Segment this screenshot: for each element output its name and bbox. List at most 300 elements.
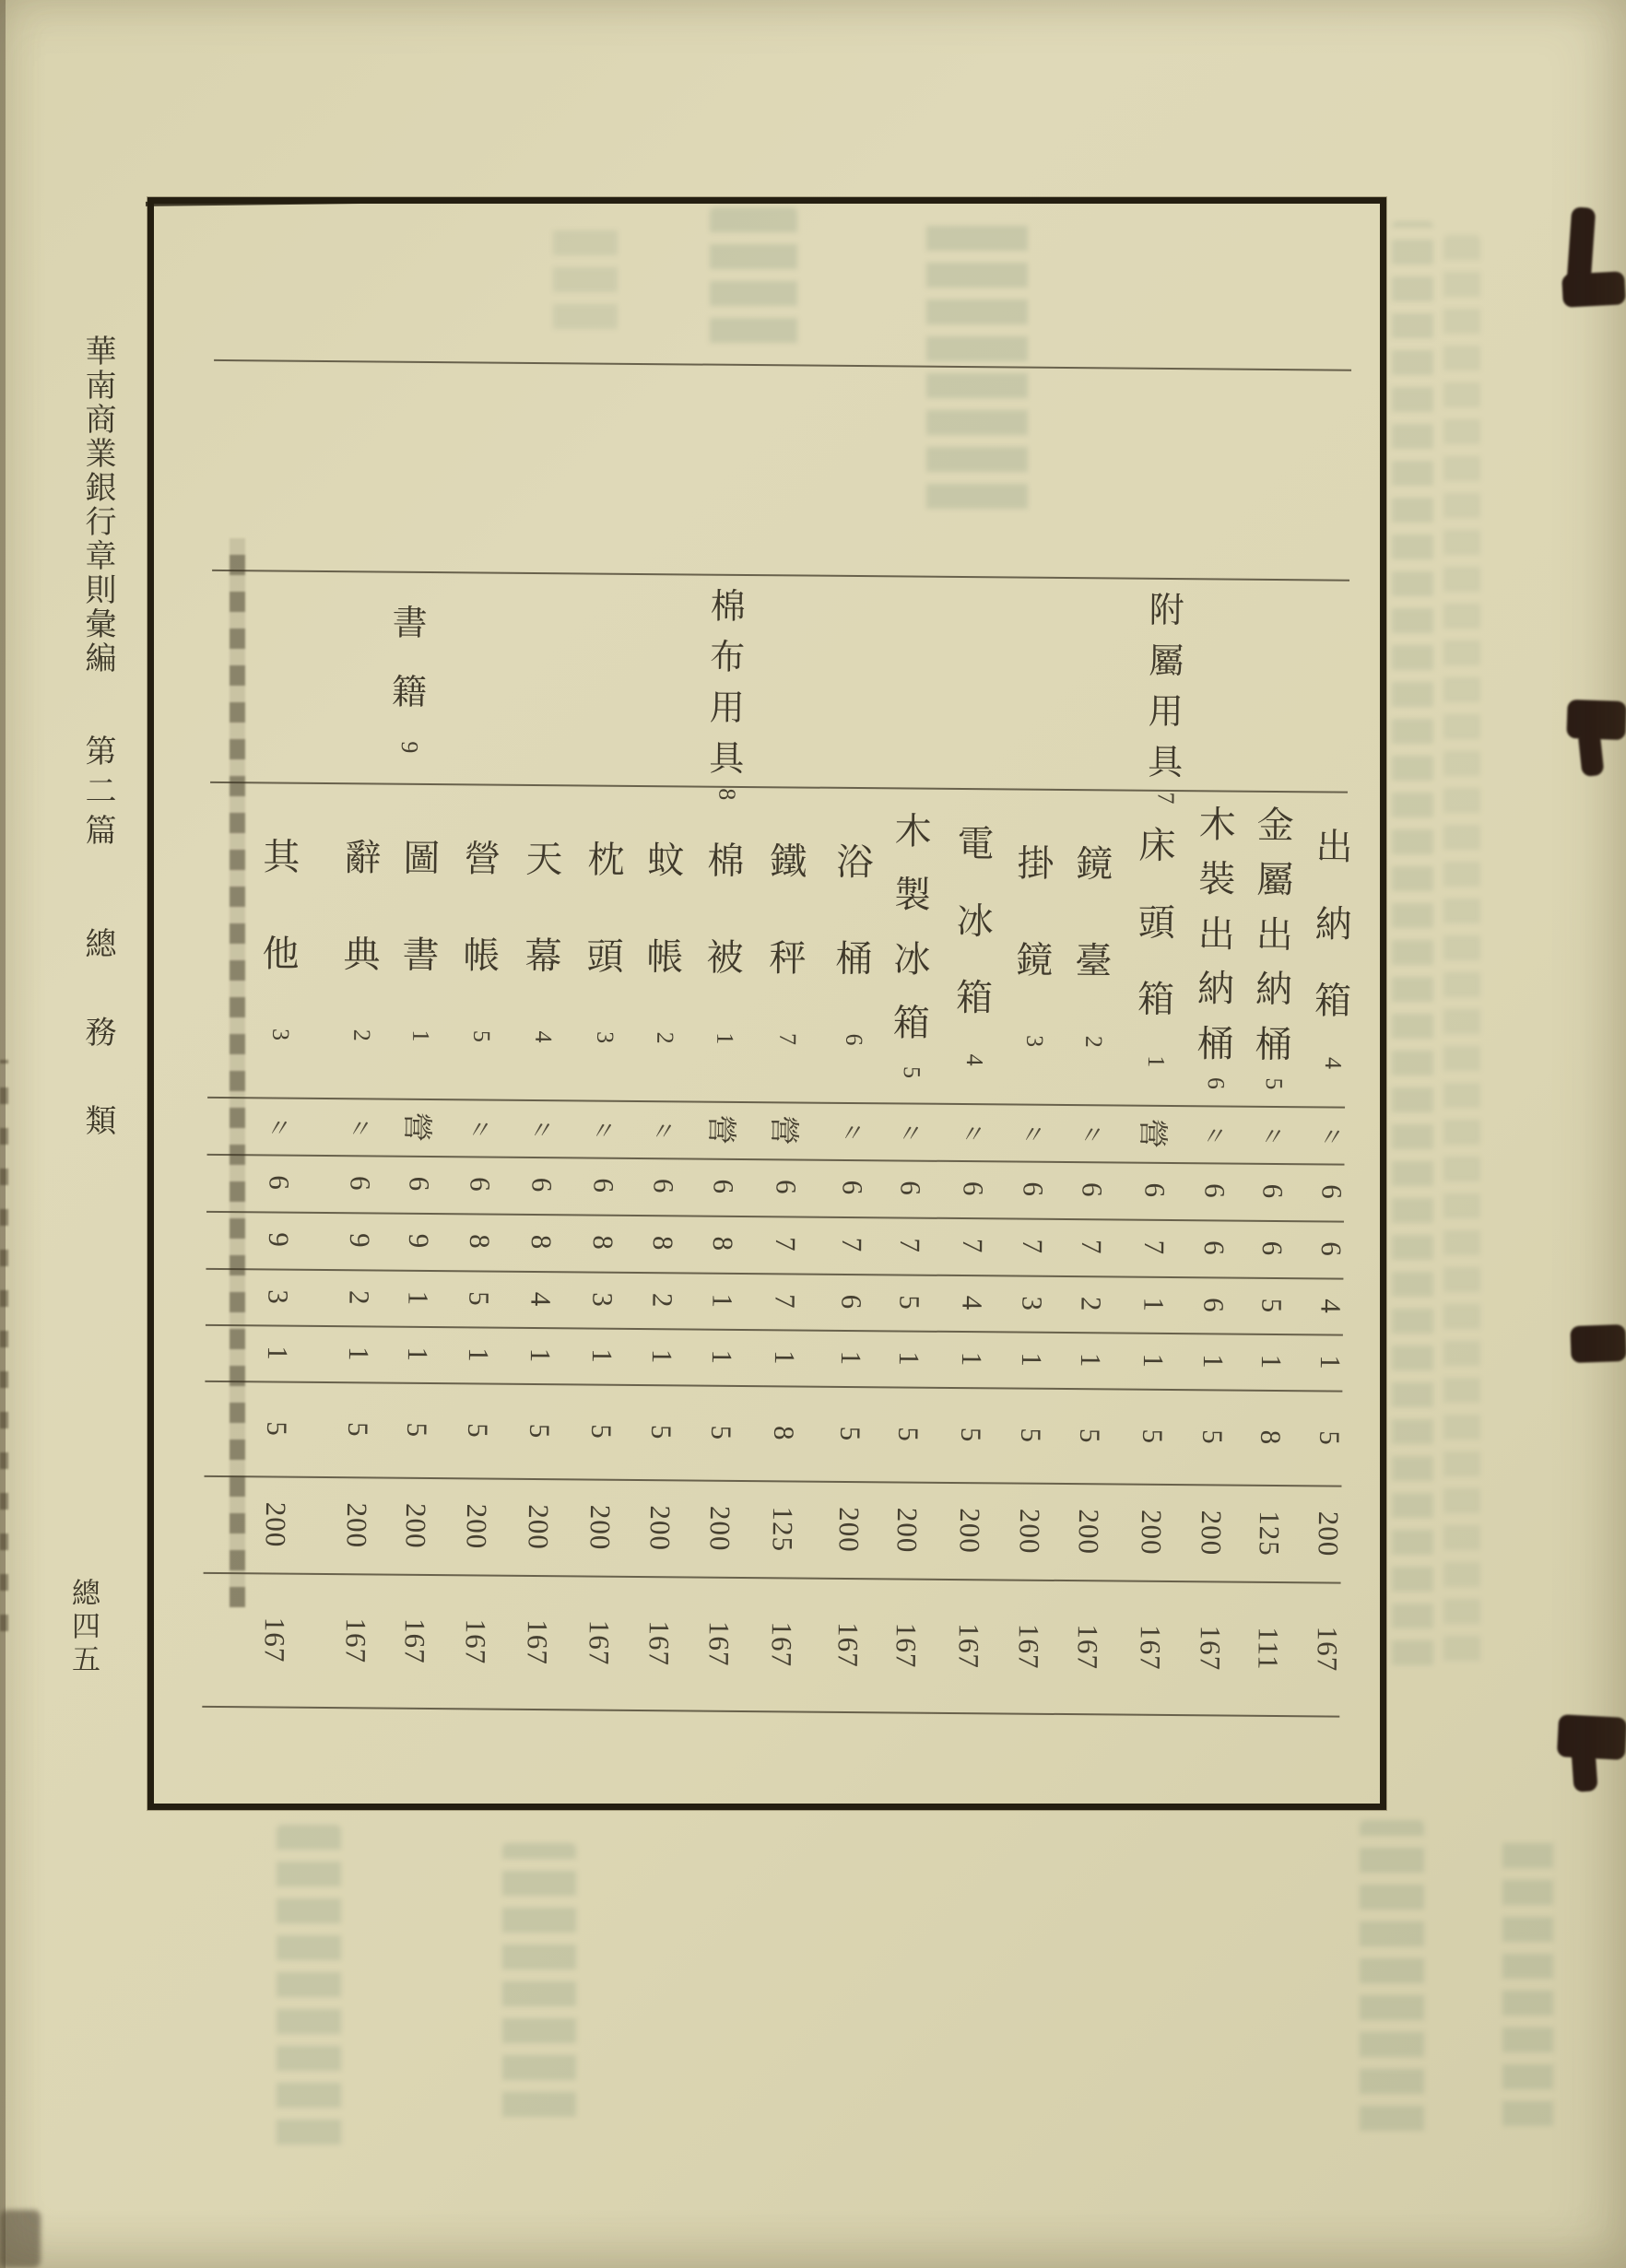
table-cell-value: 200 [703, 1505, 737, 1552]
group-header-number: 7 [1151, 792, 1180, 805]
table-cell-value: 2 [646, 1292, 679, 1309]
table-cell-value: 營 [703, 1113, 737, 1146]
table-cell [756, 1385, 810, 1481]
item-name-char: 納 [1314, 903, 1352, 946]
table-cell [574, 1383, 629, 1479]
bleed-through-text [710, 207, 797, 355]
table-row-item-name [334, 785, 390, 1092]
table-cell [1300, 1581, 1354, 1716]
table-cell-value: 5 [1255, 1298, 1289, 1313]
item-name-char: 帳 [463, 934, 501, 977]
table-cell [574, 1327, 629, 1384]
item-name-char: 棉 [707, 840, 745, 883]
table-cell [760, 1101, 814, 1159]
table-cell-value: 6 [957, 1181, 990, 1197]
table-row-item-name [1066, 792, 1122, 1099]
table-cell-value: 5 [584, 1423, 619, 1440]
table-row-item-name [515, 787, 571, 1094]
table-cell-value: 8 [646, 1235, 679, 1252]
table-cell [825, 1159, 879, 1217]
table-cell [1063, 1332, 1117, 1389]
table-cell-value: 167 [583, 1619, 617, 1666]
table-cell [694, 1329, 748, 1386]
table-cell-value: 7 [893, 1238, 926, 1253]
table-cell [391, 1270, 445, 1327]
item-number: 5 [898, 1065, 925, 1078]
table-cell [695, 1216, 749, 1274]
table-cell-value: 營 [1135, 1117, 1169, 1149]
table-cell-value: 1 [834, 1350, 867, 1366]
table-cell-value: 3 [586, 1291, 619, 1308]
binding-string [1570, 1324, 1626, 1363]
table-cell [1243, 1485, 1297, 1582]
item-number: 2 [348, 1028, 375, 1041]
table-cell-value: 167 [1071, 1623, 1105, 1670]
item-name-char: 鐵 [770, 840, 807, 883]
table-cell-value: 7 [769, 1236, 802, 1252]
table-cell-value: 200 [890, 1507, 925, 1553]
bleed-through-text [502, 1843, 576, 2129]
table-cell [758, 1216, 812, 1274]
item-name-char: 出 [1255, 913, 1293, 956]
table-cell [1305, 1106, 1360, 1164]
table-cell [693, 1385, 748, 1481]
table-cell-value: 167 [1311, 1626, 1345, 1672]
bleed-through-text [277, 1825, 341, 2156]
bleed-through-text [926, 217, 1028, 521]
table-cell [393, 1099, 447, 1157]
binding-string [1577, 729, 1604, 777]
item-name-char: 秤 [769, 936, 807, 980]
table-cell-value: 5 [893, 1294, 926, 1310]
item-number: 4 [960, 1053, 988, 1066]
table-cell-value: 5 [1196, 1428, 1229, 1445]
bleed-through-text [1392, 221, 1433, 1677]
table-cell-value: 200 [1195, 1510, 1229, 1556]
table-cell-value: 2 [1075, 1296, 1108, 1312]
table-cell-value: 167 [521, 1618, 555, 1665]
table-cell-value: 5 [1313, 1429, 1346, 1446]
table-cell [1126, 1276, 1181, 1334]
table-cell [1125, 1484, 1179, 1581]
table-cell-value: 8 [767, 1425, 801, 1441]
table-cell [1065, 1161, 1119, 1219]
table-cell [631, 1576, 686, 1710]
group-header [1138, 582, 1194, 805]
group-header-char: 書 [392, 604, 428, 643]
item-name-char: 帳 [646, 935, 684, 978]
table-cell-value: 6 [647, 1178, 680, 1194]
table-cell [1003, 1387, 1057, 1483]
table-cell-value: 1 [1255, 1354, 1288, 1369]
item-name-char: 箱 [892, 1002, 931, 1044]
table-cell [758, 1273, 812, 1330]
table-cell-value: 1 [1015, 1351, 1048, 1368]
table-cell-value: 167 [765, 1620, 799, 1667]
table-cell [334, 1098, 388, 1156]
table-cell-value: 6 [1256, 1183, 1290, 1200]
table-row-item-name [697, 789, 753, 1096]
table-cell-value: 167 [398, 1617, 432, 1664]
table-cell-value: 1 [401, 1346, 434, 1362]
table-cell-value: 1 [342, 1346, 375, 1362]
table-cell-value: 5 [400, 1421, 434, 1438]
ditto-mark: 〃 [587, 1117, 619, 1146]
table-row-item-name [1246, 793, 1302, 1100]
table-cell-value: 7 [1137, 1240, 1171, 1256]
table-cell-value: 1 [705, 1348, 738, 1365]
table-cell-value: 200 [1135, 1509, 1169, 1556]
table-cell [512, 1478, 566, 1576]
table-cell-value: 200 [460, 1503, 494, 1549]
table-cell-value: 1 [645, 1348, 678, 1365]
item-number: 4 [1319, 1056, 1347, 1069]
table-cell-value: 1 [462, 1346, 495, 1363]
table-cell-value: 1 [768, 1349, 801, 1366]
table-cell [1187, 1162, 1242, 1220]
table-row-item-name [637, 788, 693, 1095]
item-number: 1 [406, 1029, 434, 1042]
group-header-char: 屬 [1149, 641, 1184, 682]
table-cell-value: 167 [339, 1616, 373, 1663]
table-cell [331, 1381, 385, 1477]
group-header-char: 籍 [391, 673, 428, 712]
table-cell [1062, 1388, 1116, 1484]
table-cell [514, 1157, 569, 1215]
table-cell [759, 1158, 813, 1216]
table-cell-value: 1 [955, 1351, 988, 1368]
table-cell [332, 1212, 386, 1270]
item-name-char: 臺 [1075, 939, 1113, 981]
table-cell [251, 1268, 305, 1325]
item-number: 3 [266, 1028, 294, 1040]
table-cell [450, 1477, 504, 1575]
table-cell [328, 1573, 383, 1708]
group-header-number: 9 [395, 740, 423, 753]
table-cell [1062, 1483, 1116, 1581]
table-cell [697, 1101, 751, 1159]
table-cell-value: 7 [835, 1237, 868, 1253]
table-cell [756, 1480, 810, 1578]
item-name-char: 電 [957, 823, 995, 865]
group-header-char: 布 [710, 638, 746, 677]
group-header [700, 578, 755, 801]
table-cell [453, 1156, 507, 1214]
item-name-char: 頭 [586, 934, 624, 978]
table-cell-value: 5 [954, 1427, 988, 1443]
item-name-char: 箱 [1314, 980, 1352, 1022]
table-cell [387, 1574, 442, 1709]
table-cell-value: 6 [836, 1180, 869, 1196]
table-cell [882, 1274, 937, 1331]
table-cell [577, 1099, 631, 1158]
table-cell [1245, 1163, 1300, 1221]
item-name-char: 天 [525, 839, 563, 881]
group-header-char: 用 [1148, 692, 1184, 733]
table-cell-value: 4 [1314, 1298, 1348, 1314]
ditto-mark: 〃 [1076, 1121, 1108, 1149]
item-number: 5 [467, 1029, 495, 1042]
table-cell-value: 6 [1076, 1181, 1109, 1198]
table-cell-value: 6 [770, 1179, 803, 1195]
ditto-mark: 〃 [836, 1119, 868, 1147]
table-cell-value: 200 [1072, 1508, 1106, 1555]
table-cell [1246, 1106, 1301, 1164]
table-cell [247, 1572, 301, 1707]
table-cell [878, 1578, 933, 1712]
table-cell [1302, 1334, 1357, 1391]
bleed-through-text [553, 221, 618, 341]
item-name-char: 書 [402, 934, 440, 976]
table-cell [1302, 1390, 1356, 1486]
table-cell [249, 1475, 303, 1573]
table-cell-value: 6 [344, 1175, 377, 1192]
table-cell-value: 3 [262, 1288, 295, 1305]
item-number: 4 [529, 1030, 557, 1043]
table-cell [1185, 1333, 1240, 1390]
table-cell [571, 1575, 626, 1710]
table-cell [575, 1271, 630, 1328]
table-cell-value: 9 [343, 1232, 376, 1249]
table-cell-value: 200 [522, 1503, 556, 1550]
item-name-char: 營 [464, 838, 501, 880]
ditto-mark: 〃 [957, 1120, 989, 1148]
table-cell-value: 6 [1314, 1241, 1348, 1257]
ditto-mark: 〃 [894, 1119, 926, 1148]
table-cell-value: 200 [399, 1502, 433, 1549]
ditto-mark: 〃 [647, 1117, 679, 1146]
item-number: 7 [773, 1032, 801, 1045]
group-header-char: 棉 [710, 587, 746, 627]
item-name-char: 幕 [524, 934, 562, 977]
table-cell [636, 1158, 690, 1216]
table-cell [1005, 1217, 1059, 1275]
table-cell [1241, 1581, 1295, 1716]
item-name-char: 圖 [403, 837, 441, 880]
item-number: 3 [1020, 1034, 1048, 1048]
item-number: 2 [1079, 1035, 1107, 1048]
table-cell-value: 8 [586, 1235, 619, 1252]
table-cell [392, 1156, 446, 1214]
table-cell-value: 8 [524, 1234, 558, 1251]
table-cell-value: 6 [525, 1177, 559, 1193]
table-cell [822, 1481, 877, 1579]
item-name-char: 箱 [955, 977, 994, 1019]
table-cell [820, 1578, 875, 1712]
table-cell [251, 1211, 305, 1269]
table-cell [883, 1159, 937, 1217]
table-cell [510, 1575, 564, 1710]
table-cell [454, 1099, 508, 1157]
table-cell-value: 營 [766, 1114, 800, 1146]
table-cell-value: 1 [1137, 1296, 1171, 1312]
ditto-mark: 〃 [525, 1116, 558, 1145]
table-cell-value: 5 [644, 1424, 678, 1440]
ditto-mark: 〃 [1198, 1122, 1231, 1151]
table-row-item-name [577, 787, 633, 1094]
table-cell [635, 1215, 689, 1273]
table-cell-value: 2 [343, 1289, 376, 1306]
table-cell-value: 1 [892, 1350, 925, 1367]
item-number: 1 [1142, 1054, 1170, 1068]
table-cell [945, 1217, 999, 1275]
table-cell [1064, 1218, 1118, 1276]
table-cell [390, 1382, 444, 1478]
table-cell [448, 1574, 502, 1709]
table-row-item-name [1188, 793, 1244, 1099]
table-cell-value: 200 [832, 1506, 866, 1553]
table-cell [691, 1577, 746, 1711]
table-cell [513, 1214, 568, 1272]
table-cell-value: 5 [1014, 1427, 1048, 1443]
table-cell-value: 8 [1254, 1429, 1287, 1445]
table-cell [332, 1269, 386, 1326]
table-cell-value: 167 [459, 1618, 493, 1664]
table-cell [451, 1326, 505, 1383]
table-cell-value: 8 [706, 1236, 739, 1252]
binding-string [1571, 1746, 1597, 1792]
table-cell [1004, 1331, 1058, 1388]
table-cell [943, 1482, 997, 1580]
item-name-char: 他 [262, 932, 300, 975]
table-cell [1183, 1581, 1237, 1715]
group-header-char: 附 [1149, 591, 1184, 631]
table-cell-value: 7 [956, 1238, 989, 1254]
item-number: 1 [711, 1031, 738, 1045]
table-row-item-name [454, 786, 510, 1093]
table-cell [634, 1328, 689, 1385]
item-name-char: 床 [1138, 825, 1176, 867]
table-cell [452, 1270, 506, 1327]
table-cell-value: 6 [263, 1175, 296, 1191]
table-cell [1303, 1220, 1358, 1278]
item-name-char: 箱 [1137, 978, 1175, 1021]
item-name-char: 鏡 [1016, 939, 1054, 981]
table-cell [695, 1273, 749, 1330]
item-name-char: 納 [1196, 968, 1235, 1010]
table-cell-value: 5 [463, 1290, 496, 1307]
table-cell-value: 6 [1255, 1240, 1289, 1257]
table-cell [880, 1386, 935, 1482]
table-cell [451, 1382, 505, 1478]
table-cell [881, 1330, 936, 1387]
table-cell-value: 6 [1197, 1297, 1231, 1313]
table-row-item-name [1128, 793, 1184, 1099]
item-name-char: 木 [894, 809, 932, 852]
table-cell [250, 1381, 304, 1476]
table-cell [1184, 1484, 1239, 1581]
item-name-char: 枕 [587, 839, 625, 882]
table-cell [634, 1384, 689, 1480]
table-cell [452, 1213, 506, 1271]
table-cell [330, 1476, 384, 1574]
group-header [382, 575, 437, 780]
table-cell-value: 167 [258, 1616, 292, 1663]
table-cell-value: 125 [1253, 1510, 1287, 1557]
table-cell [757, 1329, 811, 1386]
table-cell-value: 6 [894, 1181, 927, 1196]
table-cell [637, 1100, 691, 1158]
item-name-char: 掛 [1017, 842, 1055, 886]
item-name-char: 頭 [1137, 901, 1175, 944]
bleed-through-text [1360, 1820, 1424, 2143]
item-name-char: 木 [1198, 803, 1236, 846]
table-cell [331, 1325, 385, 1382]
item-name-char: 裝 [1198, 858, 1236, 900]
table-cell-value: 6 [587, 1178, 620, 1194]
table-cell [947, 1103, 1001, 1161]
book-title-text: 華南商業銀行章則彙編 [80, 335, 114, 676]
table-cell [1007, 1103, 1061, 1161]
table-cell-value: 167 [642, 1619, 677, 1666]
table-cell [633, 1479, 688, 1577]
table-cell-value: 營 [399, 1110, 433, 1144]
item-number: 3 [591, 1030, 619, 1044]
group-header-number: 8 [713, 788, 741, 801]
ditto-mark: 〃 [1256, 1122, 1289, 1151]
item-name-char: 其 [263, 836, 300, 879]
table-cell [1060, 1580, 1114, 1714]
bleed-through-column [230, 538, 245, 1607]
table-cell-value: 167 [702, 1620, 736, 1667]
item-number: 6 [840, 1033, 867, 1046]
table-cell [1001, 1579, 1055, 1713]
ditto-mark: 〃 [464, 1115, 496, 1145]
bleed-through-text [1502, 1834, 1553, 2138]
table-cell-value: 5 [833, 1426, 867, 1441]
table-cell-value: 167 [1194, 1625, 1228, 1671]
table-cell [884, 1102, 938, 1160]
table-cell-value: 1 [402, 1290, 435, 1306]
table-cell [822, 1386, 877, 1482]
table-cell-value: 6 [835, 1294, 868, 1310]
table-cell-value: 5 [891, 1426, 925, 1442]
item-name-char: 典 [343, 933, 381, 976]
table-cell [1302, 1485, 1356, 1582]
table-cell-value: 167 [1012, 1623, 1046, 1670]
table-cell [1003, 1482, 1057, 1580]
table-cell [941, 1579, 996, 1713]
table-cell-value: 167 [890, 1622, 924, 1668]
table-cell-value: 6 [1198, 1183, 1231, 1199]
table-cell-value: 167 [952, 1622, 986, 1669]
table-cell-value: 125 [766, 1505, 800, 1552]
item-name-char: 製 [893, 874, 932, 916]
table-cell [576, 1157, 630, 1215]
table-cell-value: 1 [261, 1345, 294, 1361]
table-cell [1005, 1275, 1059, 1332]
table-cell-value: 9 [402, 1233, 435, 1250]
table-cell-value: 1 [524, 1347, 557, 1363]
item-name-char: 納 [1255, 969, 1293, 1011]
table-cell-value: 1 [1074, 1352, 1107, 1369]
table-cell [513, 1271, 568, 1328]
table-cell-value: 1 [706, 1292, 739, 1309]
item-name-char: 被 [706, 936, 744, 979]
table-cell [1064, 1275, 1118, 1333]
table-cell-value: 7 [1016, 1239, 1049, 1255]
table-cell-value: 200 [583, 1504, 618, 1551]
table-cell-value: 7 [1075, 1239, 1108, 1255]
table-cell [515, 1099, 570, 1158]
table-cell-value: 200 [643, 1504, 678, 1551]
table-cell [389, 1477, 443, 1575]
ditto-mark: 〃 [1315, 1122, 1348, 1152]
table-cell [1243, 1390, 1297, 1486]
table-cell [1186, 1219, 1241, 1277]
table-cell-value: 6 [403, 1176, 436, 1193]
table-cell [253, 1097, 307, 1155]
